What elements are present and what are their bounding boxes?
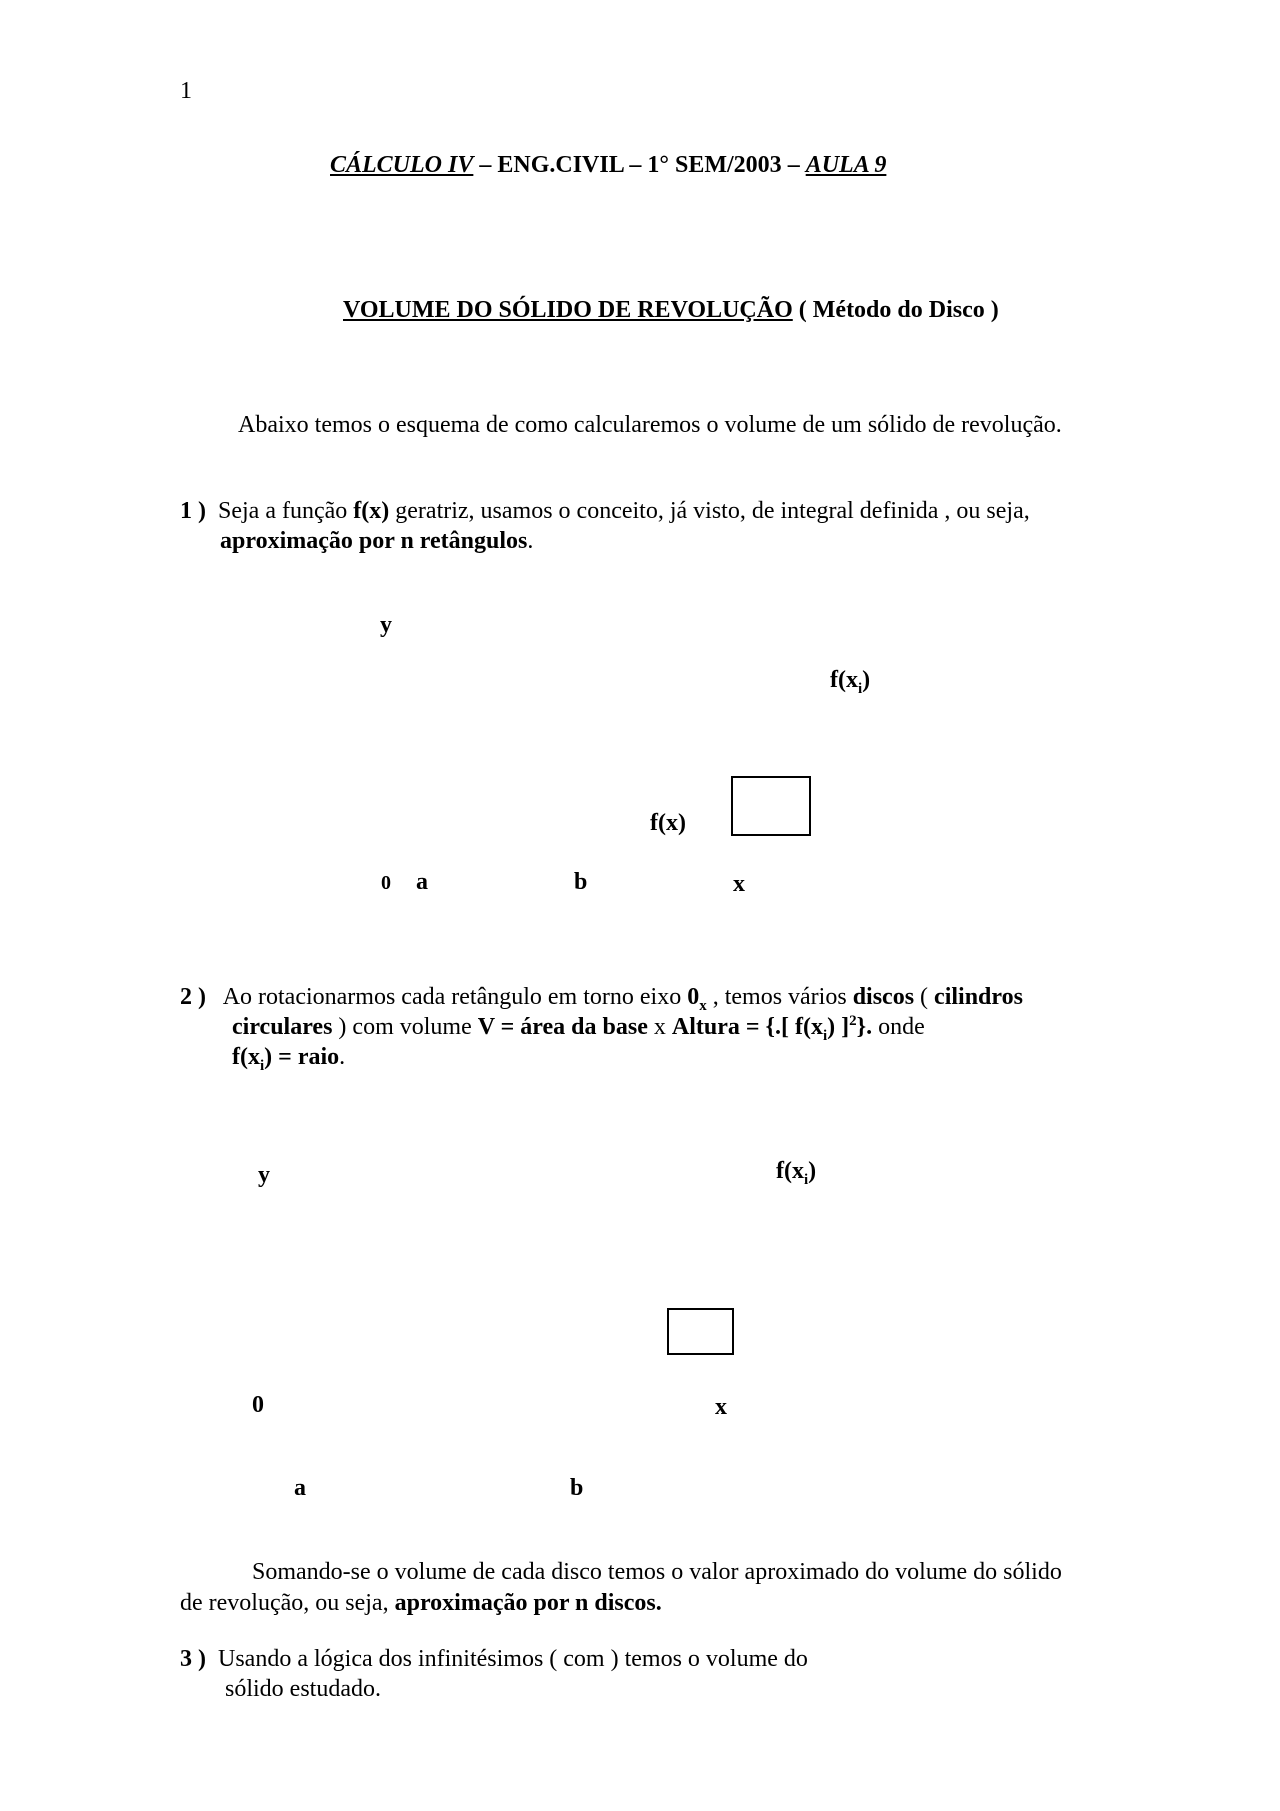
diagram-1-y-label: y (380, 612, 392, 638)
step-2: 2 ) Ao rotacionarmos cada retângulo em torno eixo $0_x$ , temos vários discos ( cilindros (180, 984, 1023, 1014)
diagram-1-b-label: b (574, 869, 588, 895)
semester: 1° SEM/2003 (647, 152, 782, 178)
intro-paragraph: Abaixo temos o esquema de como calcularemos o volume de um sólido de revolução. (238, 412, 1062, 438)
page-number: 1 (180, 78, 192, 104)
summary-line-2: de revolução, ou seja, aproximação por n discos. (180, 1590, 662, 1616)
lesson-number: AULA 9 (805, 152, 887, 178)
diagram-2-rectangle (667, 1308, 734, 1355)
course-header: CÁLCULO IV – ENG.CIVIL – 1° SEM/2003 – AULA 9 (330, 152, 887, 178)
program-name: ENG.CIVIL (497, 152, 624, 178)
diagram-1-fx-label: f(x) (650, 810, 686, 836)
step-3-number: 3 ) (180, 1646, 206, 1672)
diagram-2-a-label: a (294, 1475, 306, 1501)
diagram-2-x-label: x (715, 1394, 727, 1420)
title-main: VOLUME DO SÓLIDO DE REVOLUÇÃO (343, 297, 793, 323)
diagram-1-origin-label: 0 (381, 872, 391, 894)
diagram-1-fxi-label: $f(x_i)$ (830, 667, 871, 697)
diagram-2-origin-label: 0 (252, 1392, 264, 1418)
diagram-2-fxi-label: $f(x_i)$ (776, 1158, 817, 1188)
diagram-1-x-label: x (733, 871, 745, 897)
step-3-line-2: sólido estudado. (225, 1676, 381, 1702)
page-title (343, 295, 999, 325)
diagram-2-b-label: b (570, 1475, 584, 1501)
step-2-line-2: circulares ) com volume V = área da base x Altura = {.[ $f(x_i)$ ]$^2$}. onde (232, 1013, 925, 1044)
diagram-2-y-label: y (258, 1162, 270, 1188)
step-1: 1 ) Seja a função f(x) geratriz, usamos o conceito, já visto, de integral definida , ou seja, (180, 498, 1030, 524)
step-1-line-2: aproximação por n retângulos. (220, 528, 534, 554)
title-method: ( Método do Disco ) (792, 297, 999, 323)
step-3: 3 ) Usando a lógica dos infinitésimos ( com ) temos o volume do (180, 1646, 808, 1672)
volume-formula: V = área da base (477, 1014, 648, 1040)
step-2-line-3: $f(x_i)$ = raio. (232, 1044, 346, 1074)
diagram-1-a-label: a (416, 869, 428, 895)
diagram-1-rectangle (731, 776, 811, 836)
step-1-number: 1 ) (180, 498, 206, 524)
summary-line-1: Somando-se o volume de cada disco temos o valor aproximado do volume do sólido (252, 1559, 1062, 1585)
step-2-number: 2 ) (180, 984, 206, 1010)
course-name: CÁLCULO IV (330, 152, 474, 178)
